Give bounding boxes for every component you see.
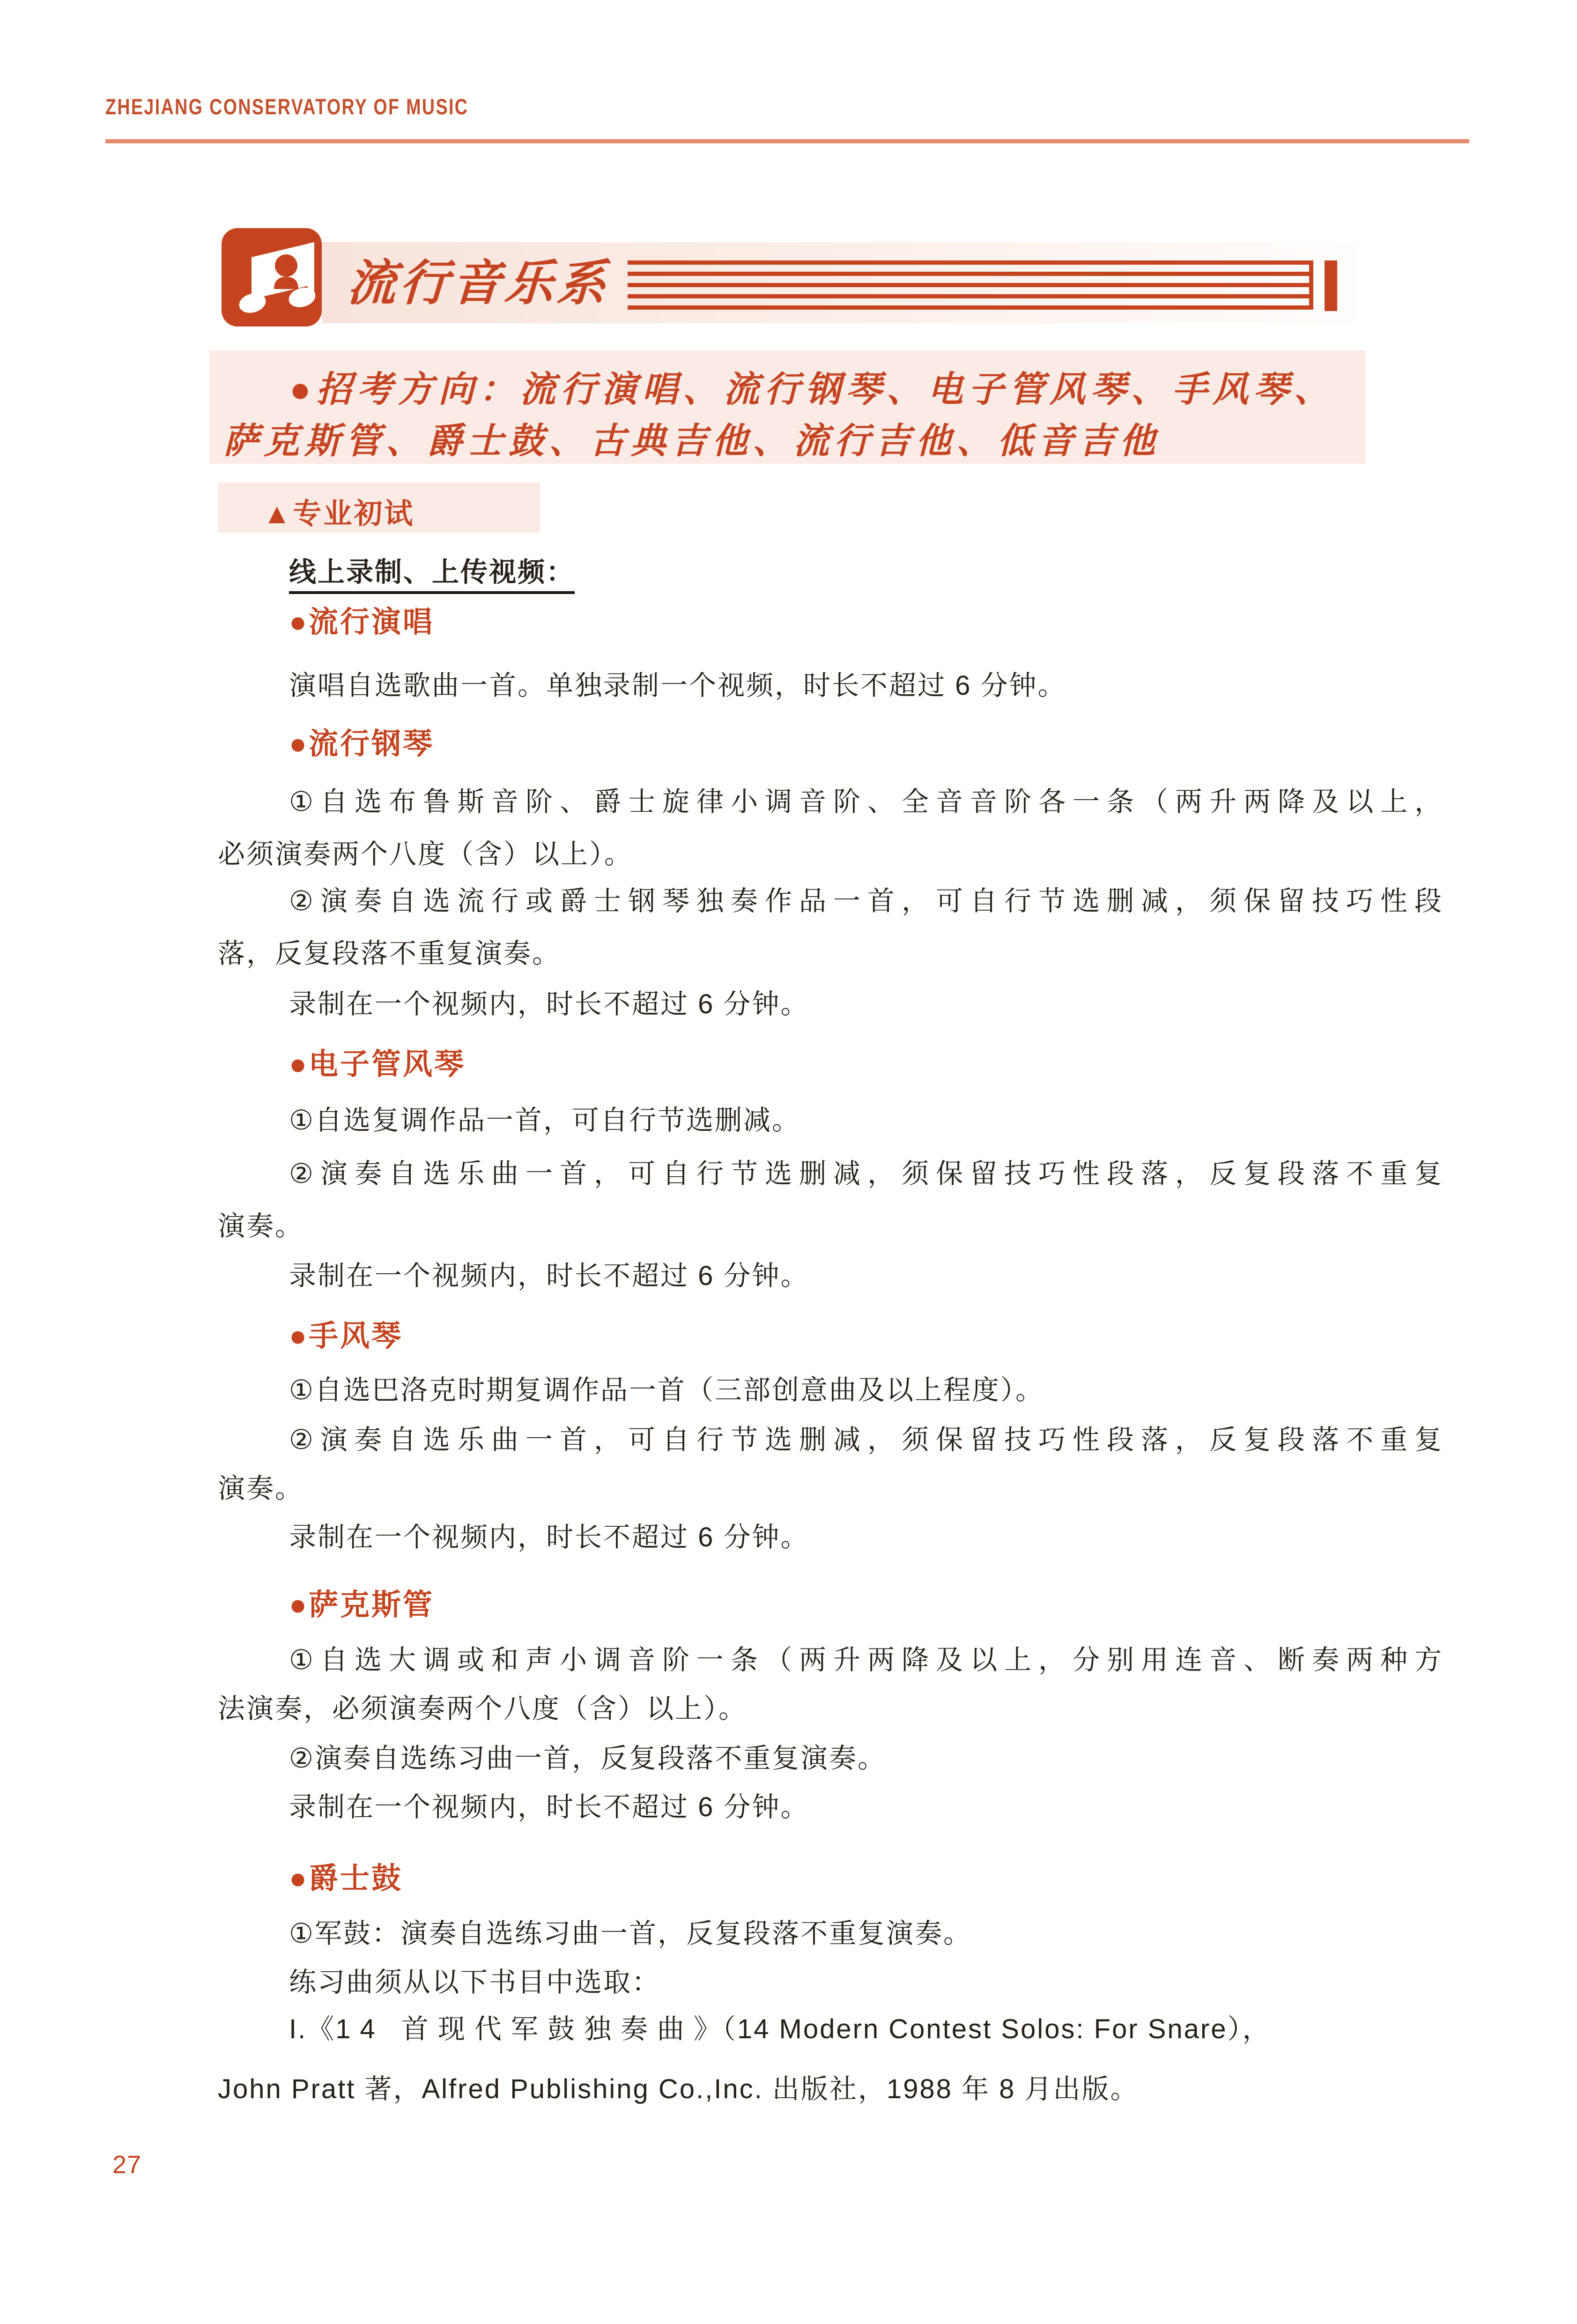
section-title-jazz-drums: ●爵士鼓 [289, 1862, 403, 1895]
recording-mode-text: 线上录制、上传视频： [289, 557, 575, 594]
admission-directions-line2: 萨克斯管、爵士鼓、古典吉他、流行吉他、低音吉他 [223, 421, 1160, 461]
body-line: ①自选巴洛克时期复调作品一首（三部创意曲及以上程度）。 [289, 1375, 1044, 1405]
section-title-pop-piano: ●流行钢琴 [289, 728, 435, 760]
body-line: ②演奏自选练习曲一首，反复段落不重复演奏。 [289, 1743, 886, 1774]
body-line: 落，反复段落不重复演奏。 [218, 938, 561, 969]
book-title-cn: 14 首现代军鼓独奏曲 [335, 2014, 694, 2044]
book-reference-line [218, 2012, 1544, 2046]
body-line: ①自选复调作品一首，可自行节选删减。 [289, 1105, 800, 1136]
body-line: ①自选大调或和声小调音阶一条（两升两降及以上，分别用连音、断奏两种方 [289, 1645, 1449, 1675]
section-title-accordion: ●手风琴 [289, 1320, 403, 1352]
music-note-icon [222, 228, 322, 327]
recording-mode-note [218, 556, 1544, 589]
section-title-saxophone: ●萨克斯管 [289, 1589, 435, 1621]
body-line: 录制在一个视频内，时长不超过 6 分钟。 [289, 989, 809, 1019]
body-line: ①自选布鲁斯音阶、爵士旋律小调音阶、全音音阶各一条（两升两降及以上， [289, 787, 1449, 817]
section-title-electronic-organ: ●电子管风琴 [289, 1048, 466, 1081]
body-line: 演唱自选歌曲一首。单独录制一个视频，时长不超过 6 分钟。 [289, 670, 1066, 701]
body-line: 演奏。 [218, 1211, 304, 1241]
department-title: 流行音乐系 [346, 256, 611, 311]
body-line: 法演奏，必须演奏两个八度（含）以上）。 [218, 1693, 748, 1724]
body-line: 录制在一个视频内，时长不超过 6 分钟。 [289, 1261, 809, 1291]
body-line: ②演奏自选乐曲一首，可自行节选删减，须保留技巧性段落，反复段落不重复 [289, 1158, 1449, 1189]
first-test-label: ▲专业初试 [263, 497, 415, 529]
masthead-rule [105, 139, 1469, 143]
body-line: 练习曲须从以下书目中选取： [289, 1967, 661, 1997]
body-line: ②演奏自选乐曲一首，可自行节选删减，须保留技巧性段落，反复段落不重复 [289, 1425, 1449, 1455]
page-number: 27 [112, 2151, 142, 2179]
body-line: 录制在一个视频内，时长不超过 6 分钟。 [289, 1522, 809, 1552]
body-line: 录制在一个视频内，时长不超过 6 分钟。 [289, 1792, 809, 1822]
body-line: 演奏。 [218, 1473, 304, 1504]
book-publisher-line: John Pratt 著，Alfred Publishing Co.,Inc. 出版社，1988 年 8 月出版。 [218, 2074, 1139, 2104]
book-title-en: 》（14 Modern Contest Solos: For Snare）， [693, 2014, 1271, 2044]
admission-directions-box [209, 350, 1365, 464]
music-staff-icon [628, 260, 1337, 313]
body-line: ②演奏自选流行或爵士钢琴独奏作品一首，可自行节选删减，须保留技巧性段 [289, 886, 1449, 916]
book-prefix: I.《 [289, 2014, 336, 2044]
admission-directions-line1: ●招考方向：流行演唱、流行钢琴、电子管风琴、手风琴、 [289, 370, 1335, 409]
first-test-box [218, 483, 540, 533]
body-line: 必须演奏两个八度（含）以上）。 [218, 839, 633, 869]
section-title-pop-vocal: ●流行演唱 [289, 606, 435, 639]
body-line: ①军鼓：演奏自选练习曲一首，反复段落不重复演奏。 [289, 1918, 972, 1949]
masthead-title: ZHEJIANG CONSERVATORY OF MUSIC [105, 94, 469, 119]
